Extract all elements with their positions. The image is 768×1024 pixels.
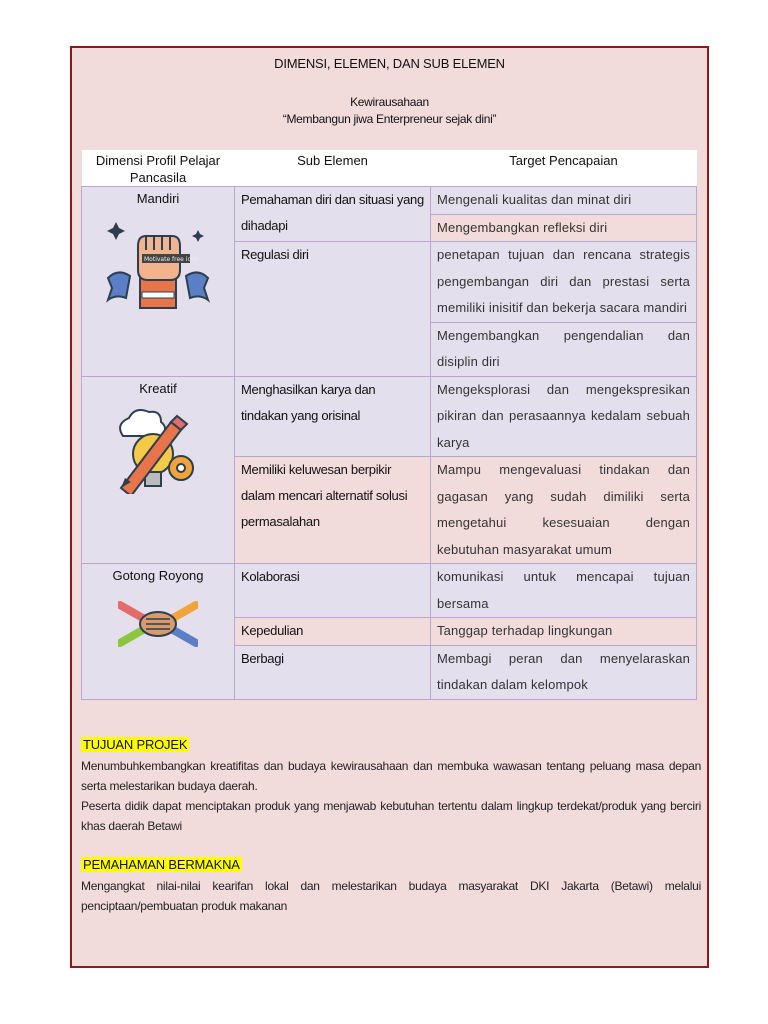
target-cell: Mengeksplorasi dan mengekspresikan pikiran dan perasaannya kedalam sebuah karya [431,376,697,457]
section-paragraph: Mengangkat nilai-nilai kearifan lokal dan melestarikan budaya masyarakat DKI Jakarta (Betawi) melalui penciptaan/pembuatan produk makanan [81,879,701,913]
section-title: TUJUAN PROJEK [83,737,188,752]
target-cell: Membagi peran dan menyelaraskan tindakan dalam kelompok [431,645,697,699]
sub-elemen-kolaborasi: Kolaborasi [235,564,431,618]
table-row [82,376,697,457]
section-title: PEMAHAMAN BERMAKNA [83,857,240,872]
sub-elemen-berbagi: Berbagi [235,645,431,699]
target-cell: penetapan tujuan dan rencana strategis pengembangan diri dan prestasi serta memiliki inisitif dan bekerja sacara mandiri [431,242,697,323]
pemahaman-bermakna-section [81,856,701,916]
dimension-name: Kreatif [139,380,177,396]
target-cell: Tanggap terhadap lingkungan [431,618,697,646]
sub-elemen-pemahaman-diri: Pemahaman diri dan situasi yang dihadapi [235,187,431,242]
sub-elemen-text: permasalahan [241,514,320,529]
dimension-kreatif [82,376,235,564]
target-cell: Mengembangkan pengendalian dan disiplin diri [431,322,697,376]
sub-elemen-text: Memiliki keluwesan berpikir dalam mencari alternatif solusi [241,462,408,503]
dimension-table [81,150,697,700]
target-cell: Mengenali kualitas dan minat diri [431,187,697,215]
sub-elemen-regulasi-diri: Regulasi diri [235,242,431,377]
document-page [70,46,709,968]
target-cell: Mengembangkan refleksi diri [431,214,697,242]
dimension-gotong-royong [82,564,235,700]
joined-hands-icon [118,591,198,653]
dimension-mandiri [82,187,235,377]
tagline: “Membangun jiwa Enterpreneur sejak dini” [282,112,497,126]
tujuan-projek-section [81,736,701,836]
target-cell: komunikasi untuk mencapai tujuan bersama [431,564,697,618]
header-dimensi: Dimensi Profil Pelajar Pancasila [82,150,235,187]
section-paragraph: Menumbuhkembangkan kreatifitas dan budaya kewirausahaan dan membuka wawasan tentang peluang masa depan serta melestarikan budaya daerah. [81,759,701,793]
sub-elemen-keluwesan-berpikir [235,457,431,564]
table-header-row [82,150,697,187]
target-cell: Mampu mengevaluasi tindakan dan gagasan yang sudah dimiliki serta mengetahui kesesuaian dengan kebutuhan masyarakat umum [431,457,697,564]
table-row [82,187,697,215]
document-title: DIMENSI, ELEMEN, DAN SUB ELEMEN [274,56,505,71]
header-sub-elemen: Sub Elemen [235,150,431,187]
sub-elemen-karya-orisinal: Menghasilkan karya dan tindakan yang orisinal [235,376,431,457]
raised-fist-icon [102,216,214,316]
dimension-name: Mandiri [136,191,180,206]
header-target: Target Pencapaian [431,150,697,187]
section-paragraph: Peserta didik dapat menciptakan produk yang menjawab kebutuhan tertentu dalam lingkup terdekat/produk yang berciri khas daerah Betawi [81,799,701,833]
icon-caption: Motivate free icon [144,256,199,263]
dimension-name: Gotong Royong [112,568,204,583]
table-row [82,564,697,618]
lightbulb-pencil-gear-icon [113,406,203,494]
sub-elemen-kepedulian: Kepedulian [235,618,431,646]
theme-label: Kewirausahaan [350,95,429,109]
